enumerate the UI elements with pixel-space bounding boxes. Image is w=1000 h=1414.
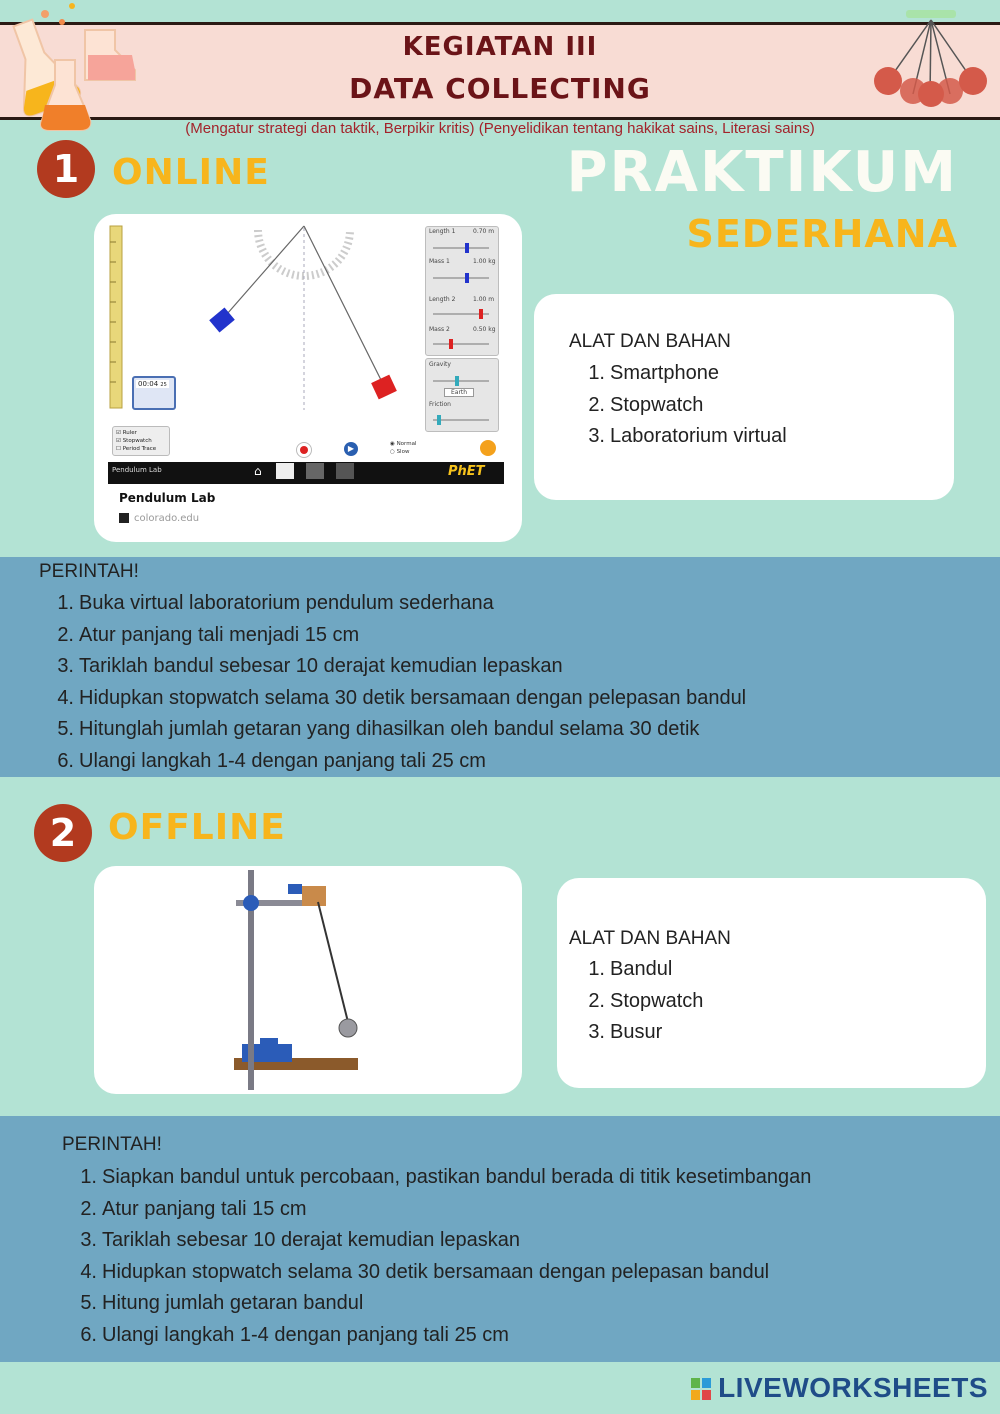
pendulum-apparatus-illustration <box>220 866 380 1096</box>
period-trace-checkbox-label: Period Trace <box>122 446 157 452</box>
stopwatch-time <box>136 380 169 388</box>
ruler-checkbox-label: Ruler <box>122 430 137 436</box>
tool-checkboxes[interactable] <box>112 426 170 456</box>
sim-card-source[interactable]: colorado.edu <box>134 513 200 524</box>
list-item: 3. Tariklah sebesar 10 derajat kemudian lepaskan <box>80 1229 521 1251</box>
list-item: 2. Stopwatch <box>588 393 704 416</box>
alat-bahan-list-offline <box>583 954 703 1049</box>
list-item: 1. Bandul <box>588 958 673 980</box>
length1-label: Length 1 <box>429 228 456 235</box>
section-number-1: 1 <box>37 140 95 198</box>
competency-subtitle: (Mengatur strategi dan taktik, Berpikir kritis) (Penyelidikan tentang hakikat sains, Literasi sains) <box>185 120 815 137</box>
record-icon <box>300 446 308 454</box>
play-icon: ▶ <box>347 444 355 453</box>
list-item: 2. Stopwatch <box>588 989 704 1012</box>
perintah-list-offline <box>75 1162 811 1351</box>
speed-slow-radio[interactable]: ○ Slow <box>390 449 410 455</box>
praktikum-title: PRAKTIKUM <box>566 140 958 205</box>
screen-tab-lab[interactable] <box>336 463 354 479</box>
screen-tab-energy[interactable] <box>306 463 324 479</box>
speed-options[interactable] <box>390 440 416 456</box>
ruler-checkbox[interactable]: ☑ Ruler <box>116 430 137 436</box>
stopwatch-unit: 25 <box>160 382 167 388</box>
alat-bahan-list-online <box>583 358 787 453</box>
parameter-sliders[interactable] <box>429 240 493 350</box>
perintah-title-online: PERINTAH! <box>39 561 139 582</box>
offline-heading: OFFLINE <box>108 807 286 848</box>
liveworksheets-logo-icon <box>690 1377 712 1401</box>
home-icon[interactable]: ⌂ <box>254 464 262 478</box>
speed-slow-label: Slow <box>396 449 410 455</box>
list-item: 2. Atur panjang tali menjadi 15 cm <box>57 623 360 646</box>
alat-bahan-title-offline: ALAT DAN BAHAN <box>569 928 731 949</box>
activity-title: KEGIATAN III <box>402 32 598 62</box>
pendulum-balls-icon <box>868 6 993 111</box>
sim-card-title[interactable]: Pendulum Lab <box>119 491 216 505</box>
list-item: 1. Siapkan bandul untuk percobaan, pastikan bandul berada di titik kesetimbangan <box>80 1166 812 1188</box>
stopwatch-readout: 00:04 <box>138 380 159 388</box>
list-item: 4. Hidupkan stopwatch selama 30 detik bersamaan dengan pelepasan bandul <box>80 1260 770 1283</box>
perintah-title-offline: PERINTAH! <box>62 1134 162 1155</box>
list-item: 2. Atur panjang tali 15 cm <box>80 1197 307 1220</box>
phet-logo: PhET <box>448 464 485 479</box>
mass2-value: 0.50 kg <box>473 326 496 333</box>
alat-bahan-title-online: ALAT DAN BAHAN <box>569 331 731 352</box>
sederhana-title: SEDERHANA <box>686 212 958 256</box>
gravity-select[interactable]: Earth <box>444 388 474 397</box>
list-item: 5. Hitunglah jumlah getaran yang dihasilkan oleh bandul selama 30 detik <box>57 718 700 740</box>
source-favicon-icon <box>119 513 129 523</box>
list-item: 6. Ulangi langkah 1-4 dengan panjang tali 25 cm <box>57 749 486 772</box>
mass1-label: Mass 1 <box>429 258 450 265</box>
list-item: 3. Tariklah bandul sebesar 10 derajat kemudian lepaskan <box>57 655 563 677</box>
screen-tab-intro[interactable] <box>276 463 294 479</box>
play-button[interactable] <box>344 442 358 456</box>
list-item: 3. Busur <box>588 1021 663 1043</box>
list-item: 3. Laboratorium virtual <box>588 425 787 447</box>
stopwatch-checkbox[interactable]: ☑ Stopwatch <box>116 438 152 444</box>
stopwatch-checkbox-label: Stopwatch <box>122 438 152 444</box>
list-item: 1. Buka virtual laboratorium pendulum sederhana <box>57 592 494 614</box>
online-heading: ONLINE <box>112 152 270 193</box>
mass2-label: Mass 2 <box>429 326 450 333</box>
activity-subtitle: DATA COLLECTING <box>349 72 651 105</box>
section-number-2: 2 <box>34 804 92 862</box>
length2-value: 1.00 m <box>473 296 495 303</box>
perintah-list-online <box>52 588 746 777</box>
list-item: 5. Hitung jumlah getaran bandul <box>80 1292 364 1314</box>
gravity-label: Gravity <box>429 361 451 368</box>
list-item: 6. Ulangi langkah 1-4 dengan panjang tali 25 cm <box>80 1323 509 1346</box>
mass1-value: 1.00 kg <box>473 258 496 265</box>
period-trace-checkbox[interactable]: ☐ Period Trace <box>116 446 157 452</box>
liveworksheets-brand[interactable]: LIVEWORKSHEETS <box>718 1372 988 1403</box>
sim-bar-title: Pendulum Lab <box>112 466 162 474</box>
length2-label: Length 2 <box>429 296 456 303</box>
speed-normal-label: Normal <box>396 441 417 447</box>
reset-button[interactable] <box>480 440 496 456</box>
speed-normal-radio[interactable]: ◉ Normal <box>390 441 417 447</box>
lab-flasks-icon <box>0 0 140 135</box>
record-button[interactable] <box>296 442 312 458</box>
environment-sliders[interactable] <box>429 374 493 426</box>
list-item: 4. Hidupkan stopwatch selama 30 detik bersamaan dengan pelepasan bandul <box>57 686 747 709</box>
friction-label: Friction <box>429 401 451 408</box>
length1-value: 0.70 m <box>473 228 495 235</box>
list-item: 1. Smartphone <box>588 362 719 384</box>
